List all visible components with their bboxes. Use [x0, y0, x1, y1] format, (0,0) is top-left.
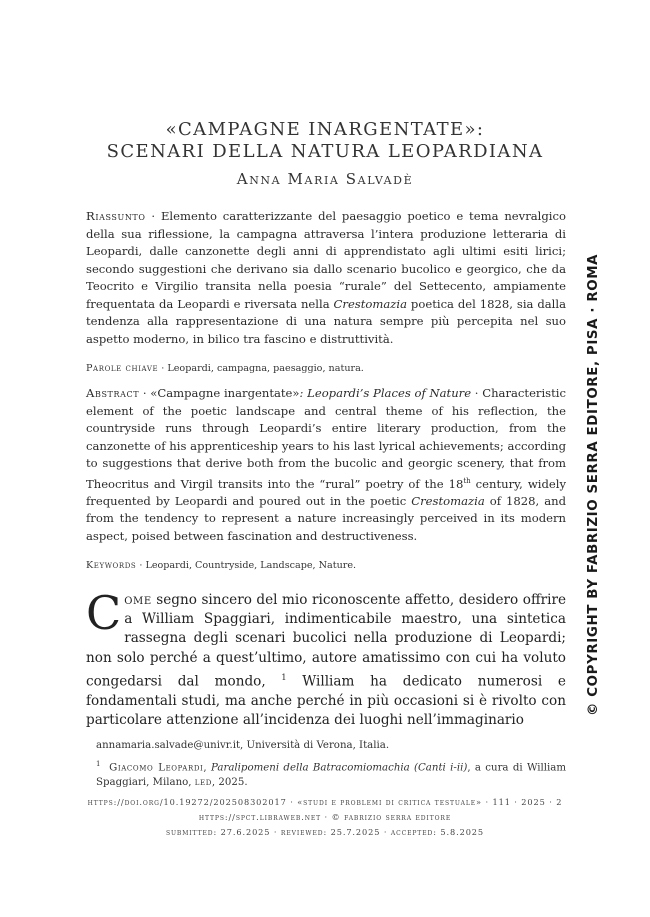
- footnote-author: Giacomo Leopardi: [109, 762, 204, 774]
- author-name: Anna Maria Salvadè: [236, 170, 414, 188]
- footer-dates-line: submitted: 27.6.2025 · reviewed: 25.7.2025 · accepted: 5.8.2025: [165, 827, 485, 837]
- abstract-text-3: of 1828, and from the tendency to represent a nature increasingly perceived in its modern aspect, poised between fascination and destructiveness.: [86, 493, 566, 543]
- abstract-title-part: · «Campagne inargentate»: [139, 386, 300, 400]
- drop-cap: C: [86, 586, 122, 640]
- article-title-line-1: «CAMPAGNE INARGENTATE»:: [165, 119, 485, 140]
- keywords-line: [86, 560, 566, 571]
- footnote-rest: , a cura di William Spaggiari, Milano,: [96, 762, 567, 789]
- body-first-word: ome: [124, 592, 152, 608]
- keywords-text: · Leopardi, Countryside, Landscape, Nature.: [136, 560, 357, 571]
- parole-chiave-line: [86, 363, 566, 374]
- author-affiliation: annamaria.salvade@univr.it, Università di Verona, Italia.: [96, 740, 390, 751]
- side-copyright: © COPYRIGHT BY FABRIZIO SERRA EDITORE, PISA · ROMA: [586, 253, 601, 716]
- parole-chiave-label: Parole chiave: [86, 363, 159, 374]
- abstract-paragraph: [86, 385, 566, 545]
- riassunto-label: Riassunto: [86, 209, 146, 223]
- article-title-line-2: SCENARI DELLA NATURA LEOPARDIANA: [106, 141, 544, 162]
- footnote-number: 1: [96, 760, 101, 768]
- riassunto-italic: Crestomazia: [333, 296, 408, 311]
- footnote-ref[interactable]: 1: [281, 672, 287, 682]
- abstract-italic: Crestomazia: [411, 493, 485, 508]
- riassunto-text-2: poetica del 1828, sia dalla tendenza alla rappresentazione di una natura sempre più percepita nel suo aspetto moderno, in bilico tra fascino e distruttività.: [86, 296, 567, 346]
- body-text-2: William ha dedicato numerosi e fondamentali studi, ma anche perché in più occasioni si è rivolto con particolare attenzione all’incidenza dei luoghi nell’immaginario: [86, 673, 566, 728]
- footnote-publisher: led: [194, 777, 212, 789]
- abstract-label: Abstract: [86, 386, 140, 400]
- abstract-text-2: century, widely frequented by Leopardi and poured out in the poetic: [86, 476, 566, 508]
- footnote-comma: ,: [203, 762, 211, 774]
- keywords-label: Keywords: [86, 560, 137, 571]
- body-text-1: segno sincero del mio riconoscente affetto, desidero offrire a William Spaggiari, indimenticabile maestro, una sintetica rassegna degli scenari bucolici nella produzione di Leopardi; non solo perché a quest’ultimo, autore amatissimo con cui ha voluto congedarsi dal mondo,: [86, 592, 566, 690]
- abstract-title-italic: : Leopardi’s Places of Nature: [299, 386, 472, 400]
- riassunto-text-1: · Elemento caratterizzante del paesaggio poetico e tema nevralgico della sua riflessione, la campagna attraversa l’intera produzione letteraria di Leopardi, dalle canzonette degli anni di apprendistato agli ultimi esiti lirici; secondo suggestioni che derivano sia dallo scenario bucolico e georgico, che da Teocrito e Virgilio transita nella poesia “rurale” del Settecento, ampiamente frequentata da Leopardi e riversata nella: [86, 209, 566, 311]
- footnote-year: , 2025.: [211, 777, 248, 789]
- abstract-text-1: · Characteristic element of the poetic landscape and central theme of his reflection, the countryside runs through Leopardi’s entire literary production, from the canzonette of his apprenticeship years to his last lyrical achievements; according to suggestions that derive both from the bucolic and georgic scenery, that from Theocritus and Virgil transits into the “rural” poetry of the 18: [86, 386, 566, 491]
- riassunto-paragraph: [86, 208, 566, 348]
- footnote-1: [96, 757, 566, 790]
- footer-website-line: https://spct.libraweb.net · © fabrizio serra editore: [198, 812, 452, 822]
- footer-doi-line: https://doi.org/10.19272/202508302017 · «studi e problemi di critica testuale» · 111 · 2025 · 2: [87, 797, 563, 807]
- body-paragraph: [86, 586, 566, 730]
- abstract-superscript: th: [463, 476, 471, 485]
- footnote-title: Paralipomeni della Batracomiomachia (Canti i-ii): [211, 762, 468, 774]
- parole-chiave-text: · Leopardi, campagna, paesaggio, natura.: [158, 363, 364, 374]
